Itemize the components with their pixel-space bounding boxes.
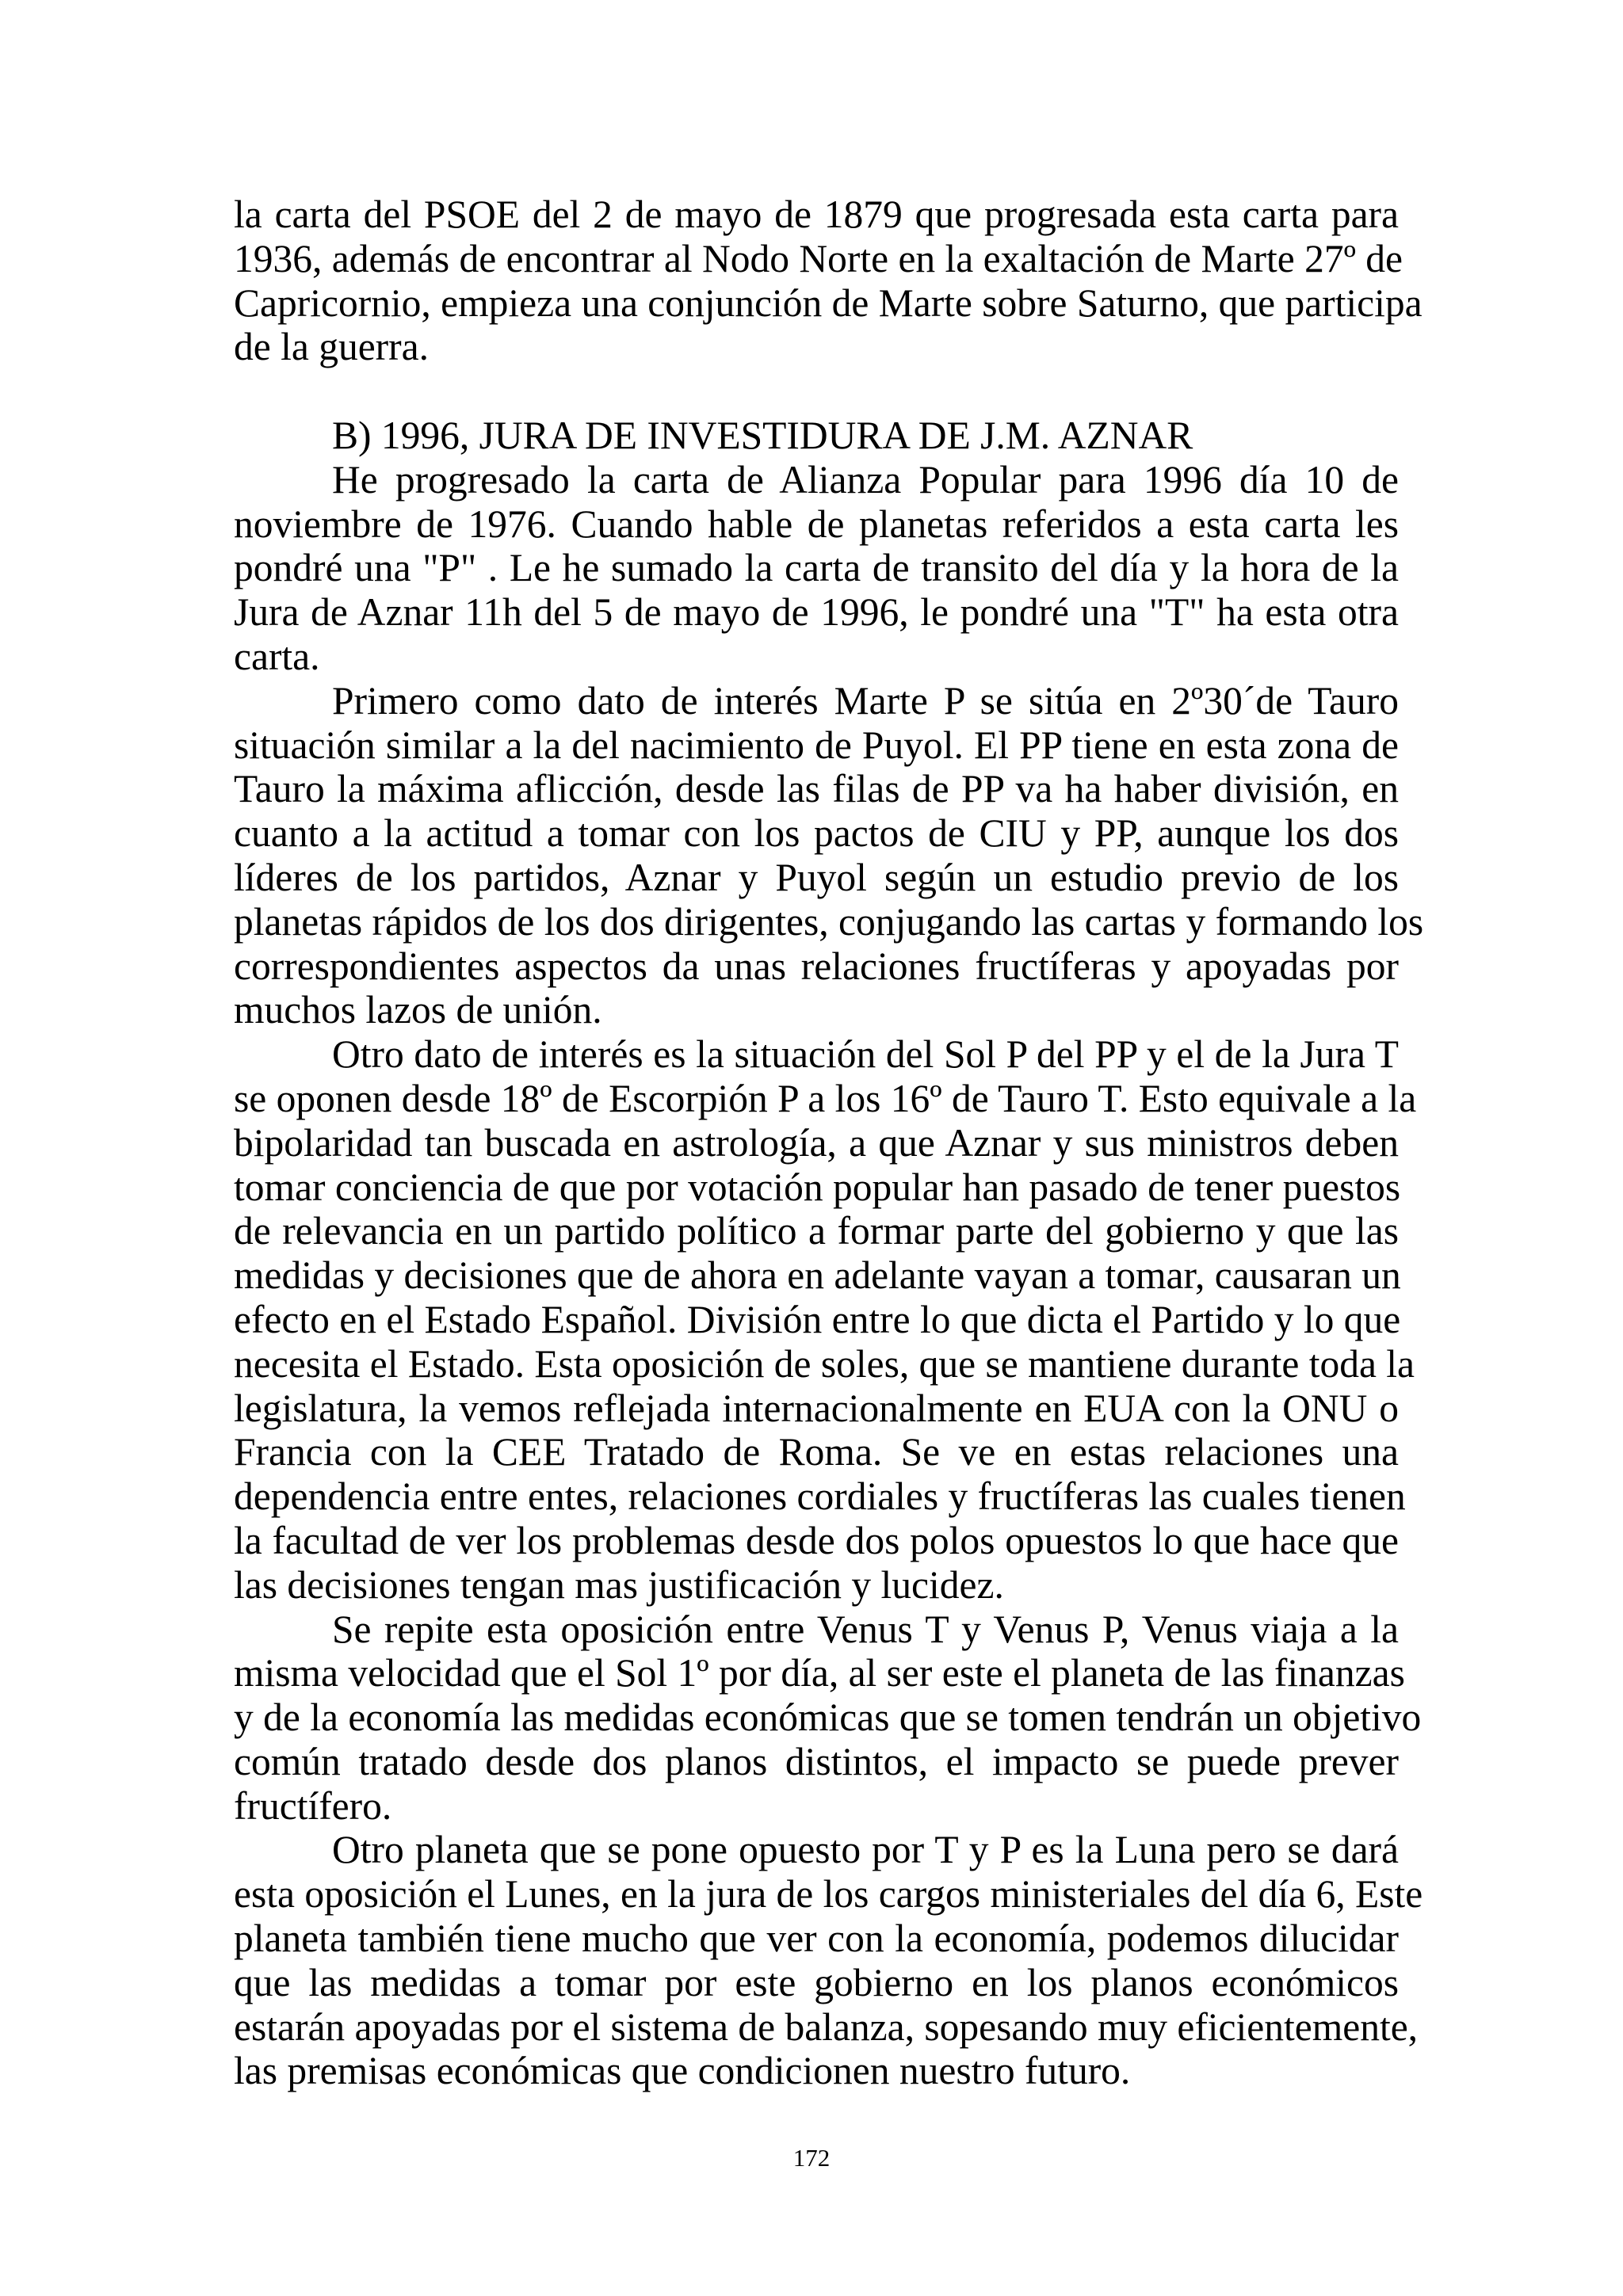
text-line: 1936, además de encontrar al Nodo Norte en la exaltación de Marte 27º de: [234, 236, 1403, 280]
text-line: situación similar a la del nacimiento de Puyol. El PP tiene en esta zona de: [234, 723, 1399, 767]
text-line: Capricornio, empieza una conjunción de Marte sobre Saturno, que participa: [234, 280, 1423, 325]
text-line: líderes de los partidos, Aznar y Puyol según un estudio previo de los: [234, 855, 1399, 899]
text-line: esta oposición el Lunes, en la jura de los cargos ministeriales del día 6, Este: [234, 1872, 1423, 1917]
text-line: de la guerra.: [234, 325, 429, 369]
text-line: cuanto a la actitud a tomar con los pactos de CIU y PP, aunque los dos: [234, 811, 1399, 856]
text-line: común tratado desde dos planos distintos, el impacto se puede prever: [234, 1739, 1399, 1783]
text-line: Francia con la CEE Tratado de Roma. Se ve en estas relaciones una: [234, 1430, 1399, 1474]
text-line: muchos lazos de unión.: [234, 988, 602, 1032]
text-line: dependencia entre entes, relaciones cordiales y fructíferas las cuales tienen: [234, 1474, 1406, 1519]
page-number: 172: [792, 2144, 831, 2172]
text-line: He progresado la carta de Alianza Popular para 1996 día 10 de: [332, 457, 1399, 502]
text-line: se oponen desde 18º de Escorpión P a los 16º de Tauro T. Esto equivale a la: [234, 1076, 1417, 1120]
text-line: las decisiones tengan mas justificación y lucidez.: [234, 1562, 1004, 1607]
text-line: Tauro la máxima aflicción, desde las filas de PP va ha haber división, en: [234, 767, 1399, 811]
text-line: que las medidas a tomar por este gobierno en los planos económicos: [234, 1960, 1399, 2004]
text-line: la carta del PSOE del 2 de mayo de 1879 que progresada esta carta para: [234, 193, 1399, 236]
text-line: tomar conciencia de que por votación popular han pasado de tener puestos: [234, 1165, 1401, 1209]
blank-line: [234, 369, 1399, 414]
text-line: Primero como dato de interés Marte P se sitúa en 2º30´de Tauro: [332, 678, 1399, 723]
text-line: Jura de Aznar 11h del 5 de mayo de 1996, le pondré una "T" ha esta otra: [234, 590, 1399, 635]
body-text: [234, 193, 1424, 2093]
text-line: necesita el Estado. Esta oposición de soles, que se mantiene durante toda la: [234, 1341, 1415, 1386]
text-line: misma velocidad que el Sol 1º por día, al ser este el planeta de las finanzas: [234, 1651, 1405, 1695]
text-line: Otro planeta que se pone opuesto por T y P es la Luna pero se dará: [332, 1828, 1399, 1872]
text-line: estarán apoyadas por el sistema de balanza, sopesando muy eficientemente,: [234, 2004, 1419, 2049]
text-line: planeta también tiene mucho que ver con la economía, podemos dilucidar: [234, 1917, 1399, 1961]
section-heading: B) 1996, JURA DE INVESTIDURA DE J.M. AZNAR: [332, 413, 1193, 457]
text-line: correspondientes aspectos da unas relaciones fructíferas y apoyadas por: [234, 944, 1399, 988]
text-line: pondré una "P" . Le he sumado la carta de transito del día y la hora de la: [234, 546, 1399, 590]
text-line: las premisas económicas que condicionen nuestro futuro.: [234, 2049, 1131, 2093]
text-line: fructífero.: [234, 1783, 392, 1828]
text-line: Se repite esta oposición entre Venus T y Venus P, Venus viaja a la: [332, 1607, 1399, 1651]
text-line: Otro dato de interés es la situación del Sol P del PP y el de la Jura T: [332, 1032, 1399, 1077]
text-line: y de la economía las medidas económicas que se tomen tendrán un objetivo: [234, 1695, 1422, 1740]
text-line: bipolaridad tan buscada en astrología, a que Aznar y sus ministros deben: [234, 1120, 1399, 1165]
text-line: medidas y decisiones que de ahora en adelante vayan a tomar, causaran un: [234, 1253, 1401, 1298]
text-line: efecto en el Estado Español. División entre lo que dicta el Partido y lo que: [234, 1297, 1401, 1341]
text-line: legislatura, la vemos reflejada internacionalmente en EUA con la ONU o: [234, 1386, 1399, 1430]
text-line: carta.: [234, 634, 320, 678]
text-line: planetas rápidos de los dos dirigentes, conjugando las cartas y formando los: [234, 899, 1424, 944]
text-line: de relevancia en un partido político a formar parte del gobierno y que las: [234, 1209, 1399, 1253]
text-line: la facultad de ver los problemas desde dos polos opuestos lo que hace que: [234, 1518, 1399, 1562]
text-line: noviembre de 1976. Cuando hable de planetas referidos a esta carta les: [234, 502, 1399, 546]
